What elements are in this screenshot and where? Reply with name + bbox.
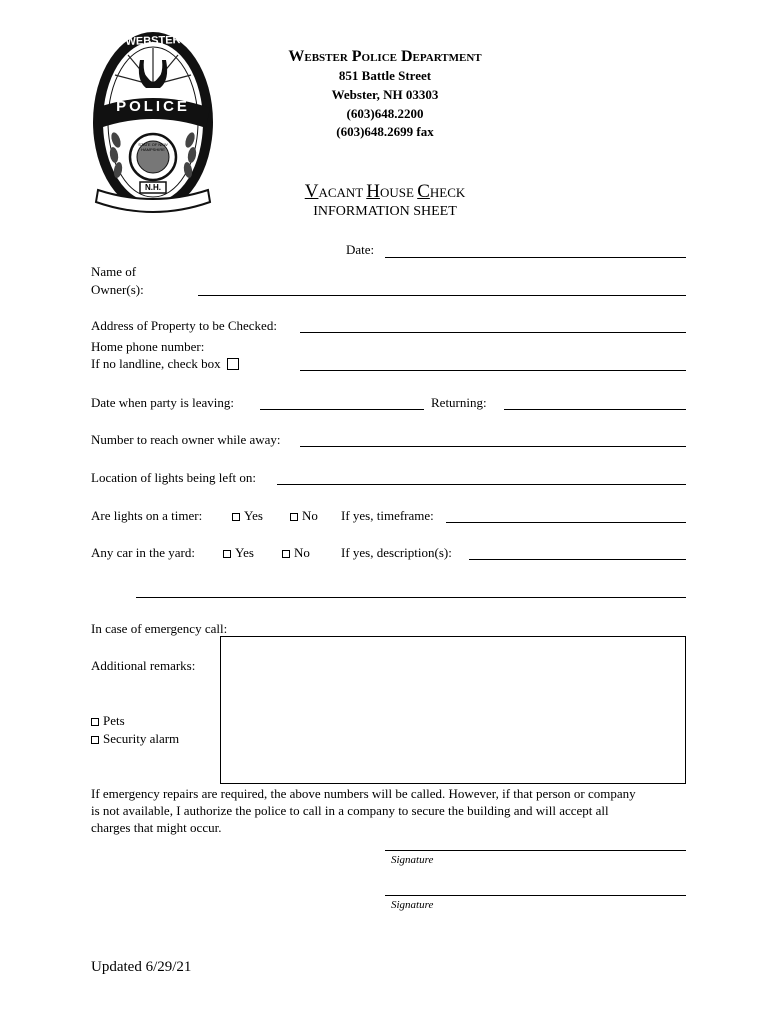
title-h: H [366, 181, 380, 202]
lights-location-field[interactable] [277, 484, 686, 485]
pets-checkbox[interactable] [91, 718, 99, 726]
timer-no-checkbox[interactable] [290, 513, 298, 521]
timeframe-field[interactable] [446, 522, 686, 523]
address-field[interactable] [300, 332, 686, 333]
returning-label: Returning: [431, 395, 487, 410]
signature-label-2: Signature [391, 899, 434, 911]
updated-date: Updated 6/29/21 [91, 959, 192, 975]
signature-field-2[interactable] [385, 895, 686, 896]
department-phone: (603)648.2200 [346, 106, 424, 121]
pets-label: Pets [103, 713, 125, 728]
security-alarm-option[interactable] [91, 731, 179, 747]
form-title [240, 181, 530, 203]
signature-field-1[interactable] [385, 850, 686, 851]
reach-number-field[interactable] [300, 446, 686, 447]
department-fax: (603)648.2699 fax [336, 124, 434, 139]
leaving-date-label: Date when party is leaving: [91, 395, 234, 410]
disclaimer-line1: If emergency repairs are required, the above numbers will be called. However, if that person or company [91, 786, 636, 801]
leaving-date-field[interactable] [260, 409, 424, 410]
pets-option[interactable] [91, 713, 125, 729]
title-c: C [417, 181, 430, 202]
signature-label-1: Signature [391, 854, 434, 866]
form-subtitle: INFORMATION SHEET [313, 204, 457, 219]
title-h-rest: OUSE [379, 185, 418, 200]
lights-location-label: Location of lights being left on: [91, 470, 256, 485]
no-landline-label [91, 356, 239, 372]
owner-name-field[interactable] [198, 295, 686, 296]
badge-banner-text: POLICE [116, 98, 190, 115]
department-street: 851 Battle Street [338, 68, 432, 83]
title-v: V [304, 181, 319, 202]
home-phone-field[interactable] [300, 370, 686, 371]
address-label: Address of Property to be Checked: [91, 318, 277, 333]
owner-label-line1: Name of [91, 264, 137, 279]
title-v-rest: ACANT [318, 185, 367, 200]
car-description-field-continued[interactable] [136, 597, 686, 598]
badge-seal-text: STATE OF NEW HAMPSHIRE [138, 142, 168, 152]
date-label: Date: [346, 242, 375, 257]
additional-remarks-box[interactable] [220, 636, 686, 784]
timer-no-option[interactable] [290, 508, 318, 524]
department-name: Webster Police Department [288, 48, 482, 65]
car-no-option[interactable] [282, 545, 310, 561]
reach-number-label: Number to reach owner while away: [91, 432, 281, 447]
no-landline-text: If no landline, check box [91, 356, 221, 371]
badge-bottom-text: N.H. [145, 183, 161, 192]
timer-yes-option[interactable] [232, 508, 263, 524]
car-description-field[interactable] [469, 559, 686, 560]
owner-label-line2: Owner(s): [91, 282, 144, 297]
timer-no-label: No [302, 508, 318, 523]
car-no-label: No [294, 545, 310, 560]
car-no-checkbox[interactable] [282, 550, 290, 558]
additional-remarks-label: Additional remarks: [91, 658, 196, 673]
police-badge-logo [88, 30, 218, 222]
returning-date-field[interactable] [504, 409, 686, 410]
no-landline-checkbox[interactable] [227, 358, 239, 370]
car-yes-checkbox[interactable] [223, 550, 231, 558]
car-yes-label: Yes [235, 545, 254, 560]
date-field[interactable] [385, 257, 686, 258]
security-alarm-checkbox[interactable] [91, 736, 99, 744]
car-description-label: If yes, description(s): [341, 545, 452, 560]
timer-yes-label: Yes [244, 508, 263, 523]
title-c-rest: HECK [429, 185, 466, 200]
disclaimer-line3: charges that might occur. [91, 820, 222, 835]
car-yes-option[interactable] [223, 545, 254, 561]
lights-timer-label: Are lights on a timer: [91, 508, 203, 523]
emergency-call-label: In case of emergency call: [91, 621, 228, 636]
timeframe-label: If yes, timeframe: [341, 508, 434, 523]
home-phone-label: Home phone number: [91, 339, 205, 354]
car-in-yard-label: Any car in the yard: [91, 545, 195, 560]
timer-yes-checkbox[interactable] [232, 513, 240, 521]
department-city: Webster, NH 03303 [331, 87, 439, 102]
badge-top-text: WEBSTER [125, 34, 181, 48]
security-alarm-label: Security alarm [103, 731, 180, 746]
disclaimer-line2: is not available, I authorize the police to call in a company to secure the building and will accept all [91, 803, 609, 818]
